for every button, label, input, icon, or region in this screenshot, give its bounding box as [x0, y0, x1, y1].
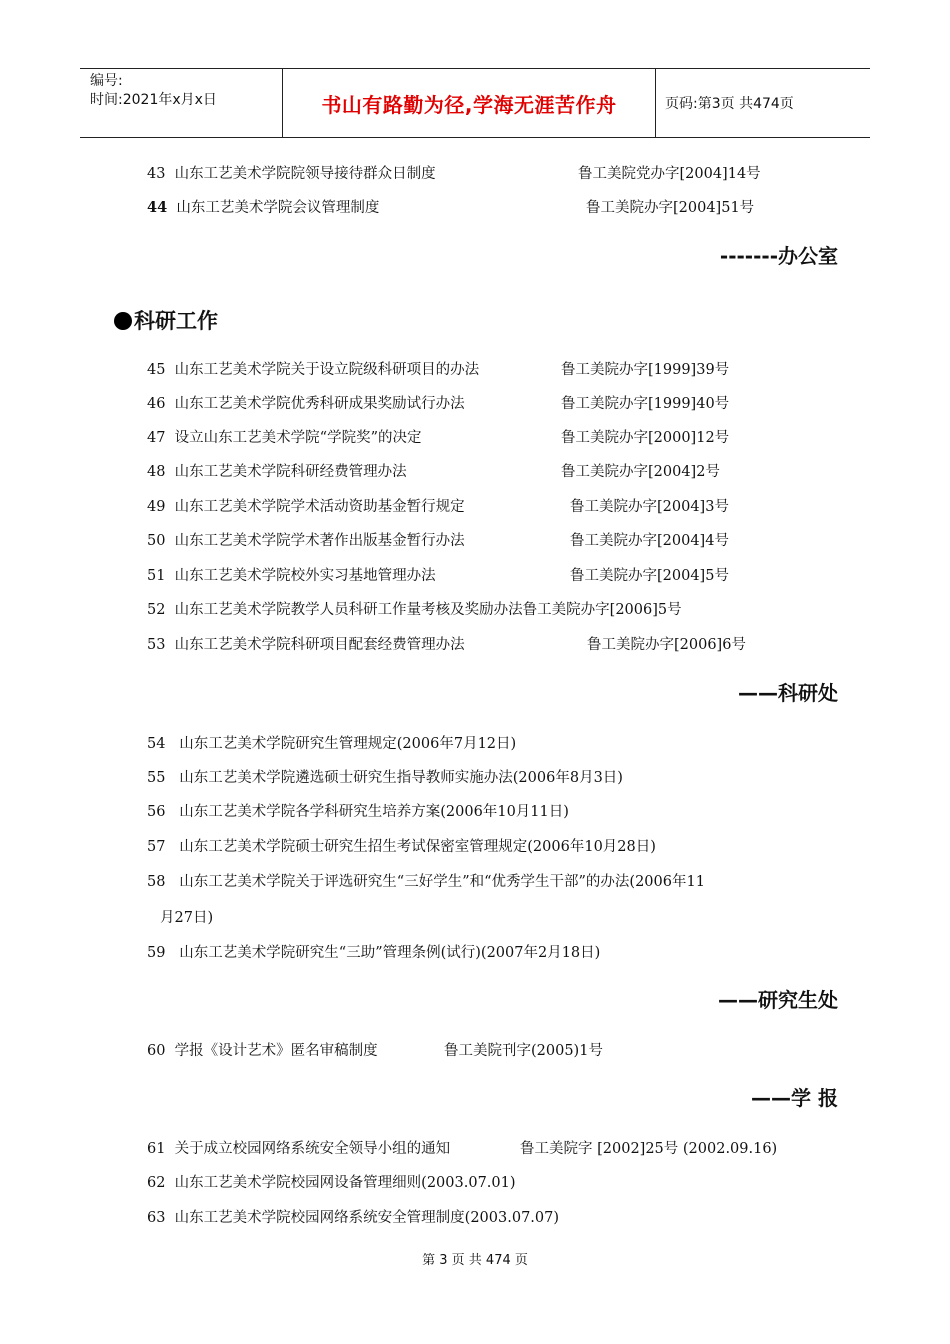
item-title: 山东工艺美术学院会议管理制度	[176, 200, 380, 216]
item-number: 57	[147, 839, 166, 855]
item-title: 山东工艺美术学院各学科研究生培养方案(2006年10月11日)	[179, 804, 569, 820]
list-item	[147, 766, 623, 787]
section-title: 科研工作	[134, 309, 218, 333]
item-title: 设立山东工艺美术学院“学院奖”的决定	[174, 430, 422, 446]
item-number: 47	[147, 430, 166, 446]
item-number: 48	[147, 464, 166, 480]
item-number: 44	[147, 199, 168, 216]
item-ref: 鲁工美院办字[2004]4号	[570, 533, 729, 549]
list-item	[147, 870, 705, 891]
item-number: 52	[147, 602, 166, 618]
item-title: 山东工艺美术学院校外实习基地管理办法	[174, 568, 436, 584]
item-number: 60	[147, 1043, 166, 1059]
item-ref: 鲁工美院办字[1999]39号	[561, 362, 730, 378]
list-item	[147, 162, 761, 183]
item-ref: 鲁工美院办字[2000]12号	[561, 430, 730, 446]
item-number: 55	[147, 770, 166, 786]
time-label: 时间:2021年x月x日	[90, 92, 217, 108]
item-title: 山东工艺美术学院关于评选研究生“三好学生”和“优秀学生干部”的办法(2006年11	[179, 874, 705, 890]
list-item	[147, 426, 730, 447]
list-item	[147, 633, 746, 654]
item-ref: 鲁工美院党办字[2004]14号	[578, 166, 761, 182]
list-item	[147, 529, 729, 550]
item-number: 58	[147, 874, 166, 890]
list-item	[147, 1039, 603, 1060]
item-ref: 鲁工美院办字[2004]5号	[570, 568, 729, 584]
page-info: 页码:第3页 共474页	[665, 96, 794, 112]
item-title: 山东工艺美术学院校园网络系统安全管理制度(2003.07.07)	[174, 1210, 560, 1226]
item-number: 51	[147, 568, 166, 584]
signature-office: -------办公室	[719, 244, 838, 268]
item-ref: 鲁工美院刊字(2005)1号	[444, 1043, 603, 1059]
item-ref: 鲁工美院办字[2004]3号	[570, 499, 729, 515]
list-item	[147, 800, 569, 821]
item-title: 山东工艺美术学院关于设立院级科研项目的办法	[174, 362, 480, 378]
item-number: 49	[147, 499, 166, 515]
list-item	[147, 460, 720, 481]
item-title-cont: 月27日)	[160, 910, 214, 926]
number-label: 编号:	[90, 73, 123, 89]
list-item	[147, 1137, 778, 1158]
page-footer: 第 3 页 共 474 页	[422, 1253, 528, 1268]
item-number: 46	[147, 396, 166, 412]
signature-grad: ——研究生处	[718, 988, 838, 1012]
item-title: 山东工艺美术学院院领导接待群众日制度	[174, 166, 436, 182]
item-title: 山东工艺美术学院研究生管理规定(2006年7月12日)	[179, 736, 517, 752]
item-number: 63	[147, 1210, 166, 1226]
list-item	[147, 495, 729, 516]
item-number: 45	[147, 362, 166, 378]
item-ref: 鲁工美院办字[1999]40号	[561, 396, 730, 412]
item-title: 山东工艺美术学院硕士研究生招生考试保密室管理规定(2006年10月28日)	[179, 839, 656, 855]
item-number: 61	[147, 1141, 166, 1157]
list-item	[147, 941, 600, 962]
header-motto-cell	[282, 69, 656, 137]
list-item	[147, 1171, 516, 1192]
list-item	[147, 835, 656, 856]
item-title: 山东工艺美术学院学术活动资助基金暂行规定	[174, 499, 465, 515]
item-number: 54	[147, 736, 166, 752]
item-title: 山东工艺美术学院科研项目配套经费管理办法	[174, 637, 465, 653]
section-heading	[114, 305, 218, 335]
list-item	[147, 392, 730, 413]
item-title: 学报《设计艺术》匿名审稿制度	[174, 1043, 378, 1059]
item-number: 59	[147, 945, 166, 961]
item-number: 50	[147, 533, 166, 549]
item-title: 山东工艺美术学院优秀科研成果奖励试行办法	[174, 396, 465, 412]
item-number: 62	[147, 1175, 166, 1191]
item-title: 山东工艺美术学院研究生“三助”管理条例(试行)(2007年2月18日)	[179, 945, 601, 961]
motto: 书山有路勤为径,学海无涯苦作舟	[321, 92, 617, 117]
item-title: 山东工艺美术学院校园网设备管理细则(2003.07.01)	[174, 1175, 516, 1191]
list-item	[147, 732, 516, 753]
item-title: 山东工艺美术学院科研经费管理办法	[174, 464, 407, 480]
list-item	[147, 598, 682, 619]
signature-journal: ——学 报	[751, 1086, 838, 1110]
item-title: 山东工艺美术学院学术著作出版基金暂行办法	[174, 533, 465, 549]
page-header	[80, 68, 870, 138]
item-ref: 鲁工美院办字[2004]2号	[561, 464, 720, 480]
list-item-continuation	[160, 906, 213, 927]
list-item	[147, 1206, 559, 1227]
bullet-icon	[114, 312, 132, 330]
item-number: 53	[147, 637, 166, 653]
item-title: 关于成立校园网络系统安全领导小组的通知	[174, 1141, 451, 1157]
list-item	[147, 196, 755, 217]
item-title: 山东工艺美术学院遴选硕士研究生指导教师实施办法(2006年8月3日)	[179, 770, 623, 786]
list-item	[147, 358, 730, 379]
list-item	[147, 564, 729, 585]
signature-research: ——科研处	[738, 681, 838, 705]
item-title: 山东工艺美术学院教学人员科研工作量考核及奖励办法鲁工美院办字[2006]5号	[174, 602, 682, 618]
item-number: 43	[147, 166, 166, 182]
item-ref: 鲁工美院办字[2006]6号	[587, 637, 746, 653]
item-number: 56	[147, 804, 166, 820]
item-ref: 鲁工美院办字[2004]51号	[586, 200, 755, 216]
header-meta	[80, 69, 282, 140]
item-ref: 鲁工美院字 [2002]25号 (2002.09.16)	[520, 1141, 778, 1157]
